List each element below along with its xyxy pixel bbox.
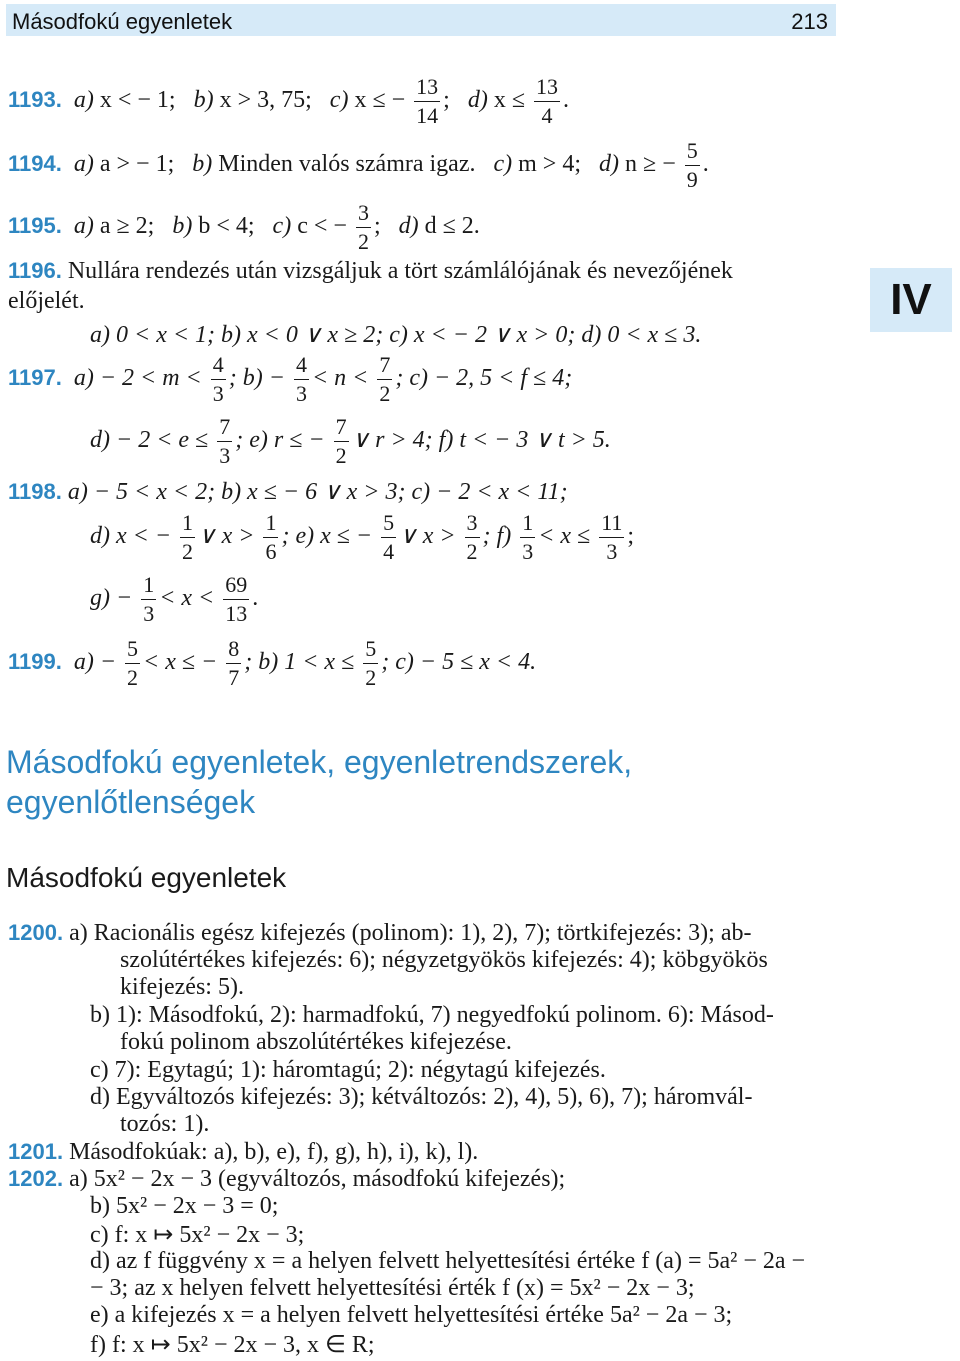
problem-1200-a3: kifejezés: 5). [120,974,244,1000]
text: . [702,151,709,178]
text: m > 4; [512,151,582,178]
text: ; [373,213,381,240]
fraction [180,512,195,563]
text: ; e) x ≤ − [281,523,373,550]
problem-1202-e: e) a kifejezés x = a helyen felvett helyettesítési értéke 5a² − 2a − 3; [90,1302,733,1328]
fraction [377,354,392,405]
problem-number: 1200. [8,920,64,945]
label: b) [192,151,213,178]
label: a) [73,151,94,178]
text: ; b) − [228,365,285,392]
numerator: 11 [599,512,624,538]
fraction [263,512,278,563]
denominator: 6 [265,539,277,564]
denominator: 3 [295,381,307,406]
problem-number: 1202. [8,1166,64,1191]
fraction [141,574,156,625]
numerator: 1 [180,512,195,538]
problem-1197 [8,354,572,405]
text: d ≤ 2. [418,213,480,240]
text: ; f) [482,523,512,550]
problem-number: 1193. [8,87,62,113]
text: ∨ x > [198,523,255,550]
text: x > 3, 75; [213,87,312,114]
text: ∨ r > 4; f) t < − 3 ∨ t > 5. [351,427,611,454]
text: a) − 2 < m < [73,365,202,392]
fraction [520,512,535,563]
problem-number: 1196. [8,258,62,283]
text: Minden valós számra igaz. [212,151,476,178]
text: < n < [311,365,369,392]
denominator: 2 [127,665,139,690]
text: ; [443,87,450,114]
problem-1200-a2: szolútértékes kifejezés: 6); négyzetgyökös kifejezés: 4); köbgyökös [120,947,768,973]
numerator: 5 [363,638,378,664]
text: g) − [90,585,133,612]
problem-1196-cont: előjelét. [8,288,85,314]
label: b) [193,87,214,114]
running-title: Másodfokú egyenletek [12,9,233,34]
numerator: 3 [356,202,371,228]
problem-1197-cont [90,416,611,467]
fraction [294,354,309,405]
denominator: 3 [143,601,155,626]
numerator: 1 [141,574,156,600]
problem-1194 [8,140,709,191]
problem-1202-d2: − 3; az x helyen felvett helyettesítési érték f (x) = 5x² − 2x − 3; [90,1275,695,1301]
denominator: 3 [219,443,231,468]
text: Másodfokúak: a), b), e), f), g), h), i), k), l). [69,1139,479,1165]
section-title-line-1: Másodfokú egyenletek, egyenletrendszerek, [6,744,633,780]
problem-1200-b2: fokú polinom abszolútértékes kifejezése. [120,1029,512,1055]
denominator: 2 [365,665,377,690]
denominator: 7 [228,665,240,690]
label: d) [599,151,620,178]
numerator: 4 [294,354,309,380]
problem-1200-c1: c) 7): Egytagú; 1): háromtagú; 2): négytagú kifejezés. [90,1057,606,1083]
problem-1198 [8,477,568,506]
text: a > − 1; [93,151,175,178]
problem-number: 1199. [8,649,62,675]
text: ; b) 1 < x ≤ [244,649,355,676]
numerator: 8 [226,638,241,664]
text: b < 4; [192,213,255,240]
numerator: 13 [534,76,560,102]
denominator: 3 [522,539,534,564]
text: c < − [291,213,347,240]
text: a) − 5 < x < 2; b) x ≤ − 6 ∨ x > 3; c) − 2 < x < 11; [67,479,568,505]
numerator: 4 [211,354,226,380]
problem-1202-d1: d) az f függvény x = a helyen felvett helyettesítési értéke f (a) = 5a² − 2a − [90,1248,806,1274]
problem-number: 1194. [8,151,62,177]
problem-1201 [8,1139,478,1166]
numerator: 7 [334,416,349,442]
problem-1196-answers: a) 0 < x < 1; b) x < 0 ∨ x ≥ 2; c) x < − 2 ∨ x > 0; d) 0 < x ≤ 3. [90,322,702,348]
section-title-line-2: egyenlőtlenségek [6,784,256,820]
denominator: 2 [335,443,347,468]
problem-number: 1197. [8,365,62,391]
problem-1198-cont [90,512,634,563]
denominator: 2 [182,539,194,564]
label: a) [73,213,94,240]
numerator: 3 [465,512,480,538]
numerator: 1 [520,512,535,538]
page-number: 213 [791,9,828,34]
text: ; c) − 5 ≤ x < 4. [381,649,537,676]
problem-1195 [8,202,480,253]
text: x < − 1; [93,87,176,114]
text: x ≤ [487,87,526,114]
fraction [599,512,624,563]
fraction [125,638,140,689]
problem-1199 [8,638,536,689]
text: Nullára rendezés után vizsgáljuk a tört számlálójának és nevezőjének [67,258,733,284]
problem-1193 [8,76,569,127]
fraction [356,202,371,253]
text: a) 5x² − 2x − 3 (egyváltozós, másodfokú kifejezés); [69,1166,566,1192]
fraction [223,574,249,625]
subsection-title: Másodfokú egyenletek [6,862,287,893]
numerator: 5 [685,140,700,166]
fraction [217,416,232,467]
numerator: 69 [223,574,249,600]
text: x ≤ − [348,87,406,114]
problem-1200-d1: d) Egyváltozós kifejezés: 3); kétváltozós: 2), 4), 5), 6), 7); háromvál- [90,1084,753,1110]
text: ∨ x > [399,523,456,550]
problem-1200-b1: b) 1): Másodfokú, 2): harmadfokú, 7) negyedfokú polinom. 6): Másod- [90,1002,774,1028]
text: . [252,585,259,612]
text: ; e) r ≤ − [235,427,325,454]
denominator: 4 [383,539,395,564]
denominator: 3 [606,539,618,564]
text: n ≥ − [619,151,676,178]
label: d) [467,87,488,114]
numerator: 1 [263,512,278,538]
label: c) [272,213,292,240]
denominator: 3 [212,381,224,406]
chapter-tab: IV [870,268,952,332]
text: a) − [73,649,117,676]
text: . [563,87,570,114]
denominator: 13 [225,601,248,626]
text: ; c) − 2, 5 < f ≤ 4; [395,365,573,392]
label: d) [398,213,419,240]
problem-1200 [8,920,751,947]
problem-1202-f: f) f: x ↦ 5x² − 2x − 3, x ∈ R; [90,1332,375,1358]
numerator: 13 [414,76,440,102]
text: < x ≤ [538,523,591,550]
numerator: 5 [125,638,140,664]
text: ; [627,523,635,550]
label: c) [329,87,349,114]
denominator: 2 [357,229,369,254]
label: b) [172,213,193,240]
fraction [334,416,349,467]
text: d) x < − [90,523,172,550]
denominator: 9 [686,167,698,192]
text: < x < [159,585,215,612]
text: a ≥ 2; [93,213,155,240]
numerator: 7 [377,354,392,380]
denominator: 4 [541,103,553,128]
problem-1202 [8,1166,565,1193]
fraction [363,638,378,689]
denominator: 14 [416,103,439,128]
text: d) − 2 < e ≤ [90,427,209,454]
numerator: 5 [381,512,396,538]
fraction [414,76,440,127]
problem-1198-g [90,574,258,625]
denominator: 2 [466,539,478,564]
problem-number: 1198. [8,479,62,504]
denominator: 2 [379,381,391,406]
numerator: 7 [217,416,232,442]
fraction [226,638,241,689]
label: a) [73,87,94,114]
fraction [534,76,560,127]
fraction [381,512,396,563]
problem-number: 1201. [8,1139,64,1164]
problem-number: 1195. [8,213,62,239]
problem-1202-c: c) f: x ↦ 5x² − 2x − 3; [90,1222,305,1248]
problem-1196 [8,258,733,285]
text: < x ≤ − [143,649,218,676]
page-header [6,4,836,36]
problem-1200-d2: tozós: 1). [120,1111,210,1137]
text: a) Racionális egész kifejezés (polinom): 1), 2), 7); törtkifejezés: 3); ab- [69,920,752,946]
fraction [685,140,700,191]
problem-1202-b: b) 5x² − 2x − 3 = 0; [90,1193,279,1219]
label: c) [493,151,513,178]
fraction [465,512,480,563]
fraction [211,354,226,405]
